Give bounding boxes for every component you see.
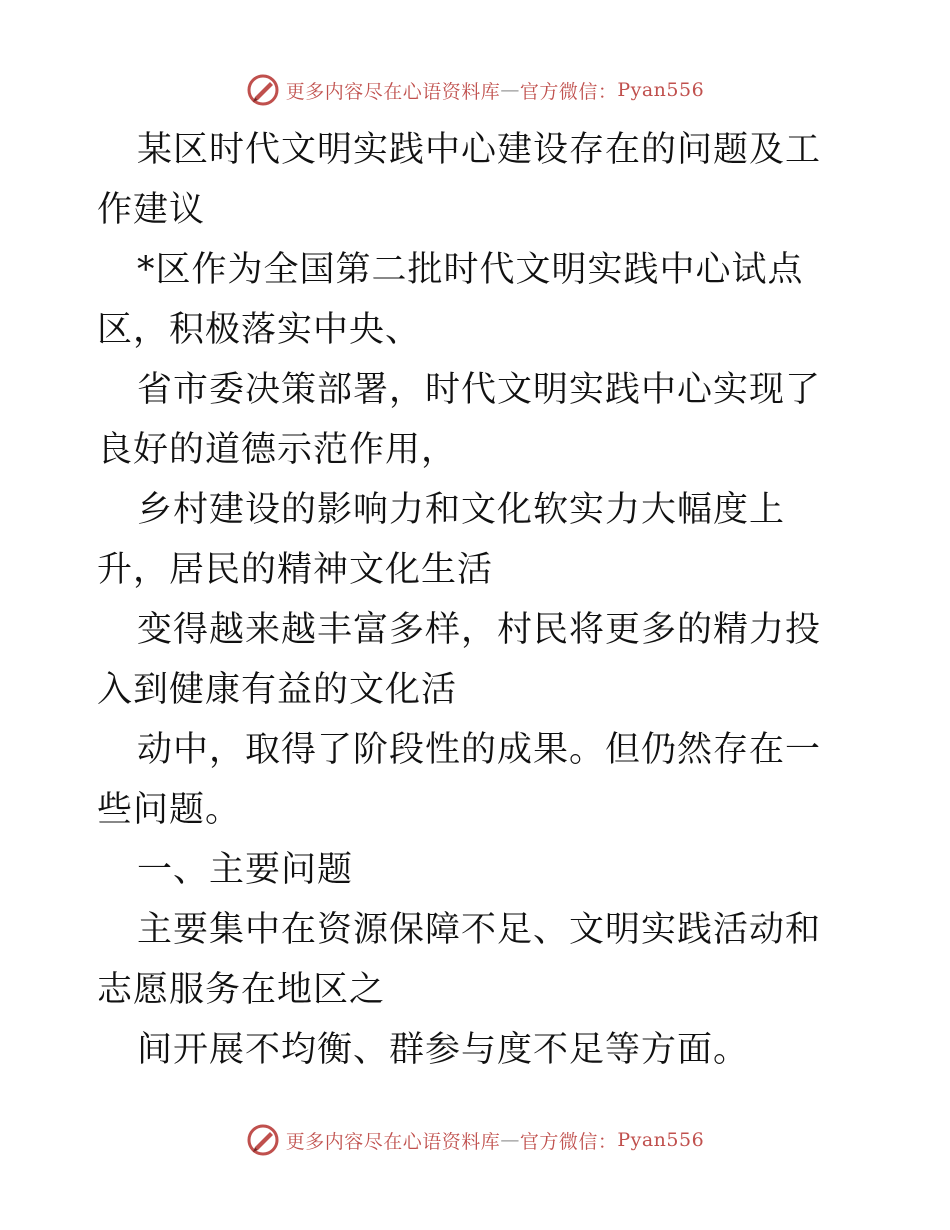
- pen-logo-icon: [246, 73, 280, 107]
- watermark-dash: —: [500, 1129, 520, 1151]
- watermark-wechat-id: Pyan556: [617, 79, 705, 101]
- document-body: [97, 120, 853, 1080]
- watermark-text: 更多内容尽在心语资料库: [285, 80, 501, 103]
- section-heading: 一、主要问题: [137, 850, 354, 890]
- paragraph: *区作为全国第二批时代文明实践中心试点区，积极落实中央、: [97, 250, 804, 350]
- footer-watermark: [0, 1120, 950, 1160]
- paragraph: 主要集中在资源保障不足、文明实践活动和志愿服务在地区之: [97, 910, 822, 1010]
- paragraph: 乡村建设的影响力和文化软实力大幅度上升，居民的精神文化生活: [97, 490, 786, 590]
- paragraph: 动中，取得了阶段性的成果。但仍然存在一些问题。: [97, 730, 822, 830]
- paragraph: 变得越来越丰富多样，村民将更多的精力投入到健康有益的文化活: [97, 610, 822, 710]
- paragraph: 间开展不均衡、群参与度不足等方面。: [137, 1030, 750, 1070]
- watermark-text: 更多内容尽在心语资料库: [285, 1130, 501, 1153]
- pen-logo-icon: [246, 1123, 280, 1157]
- watermark-wechat-id: Pyan556: [617, 1129, 705, 1151]
- watermark-wechat-label: 官方微信：: [519, 80, 618, 103]
- paragraph: 省市委决策部署，时代文明实践中心实现了良好的道德示范作用，: [97, 370, 822, 470]
- header-watermark: [0, 70, 950, 110]
- document-title: 某区时代文明实践中心建设存在的问题及工作建议: [97, 130, 822, 230]
- watermark-wechat-label: 官方微信：: [519, 1130, 618, 1153]
- watermark-dash: —: [500, 79, 520, 101]
